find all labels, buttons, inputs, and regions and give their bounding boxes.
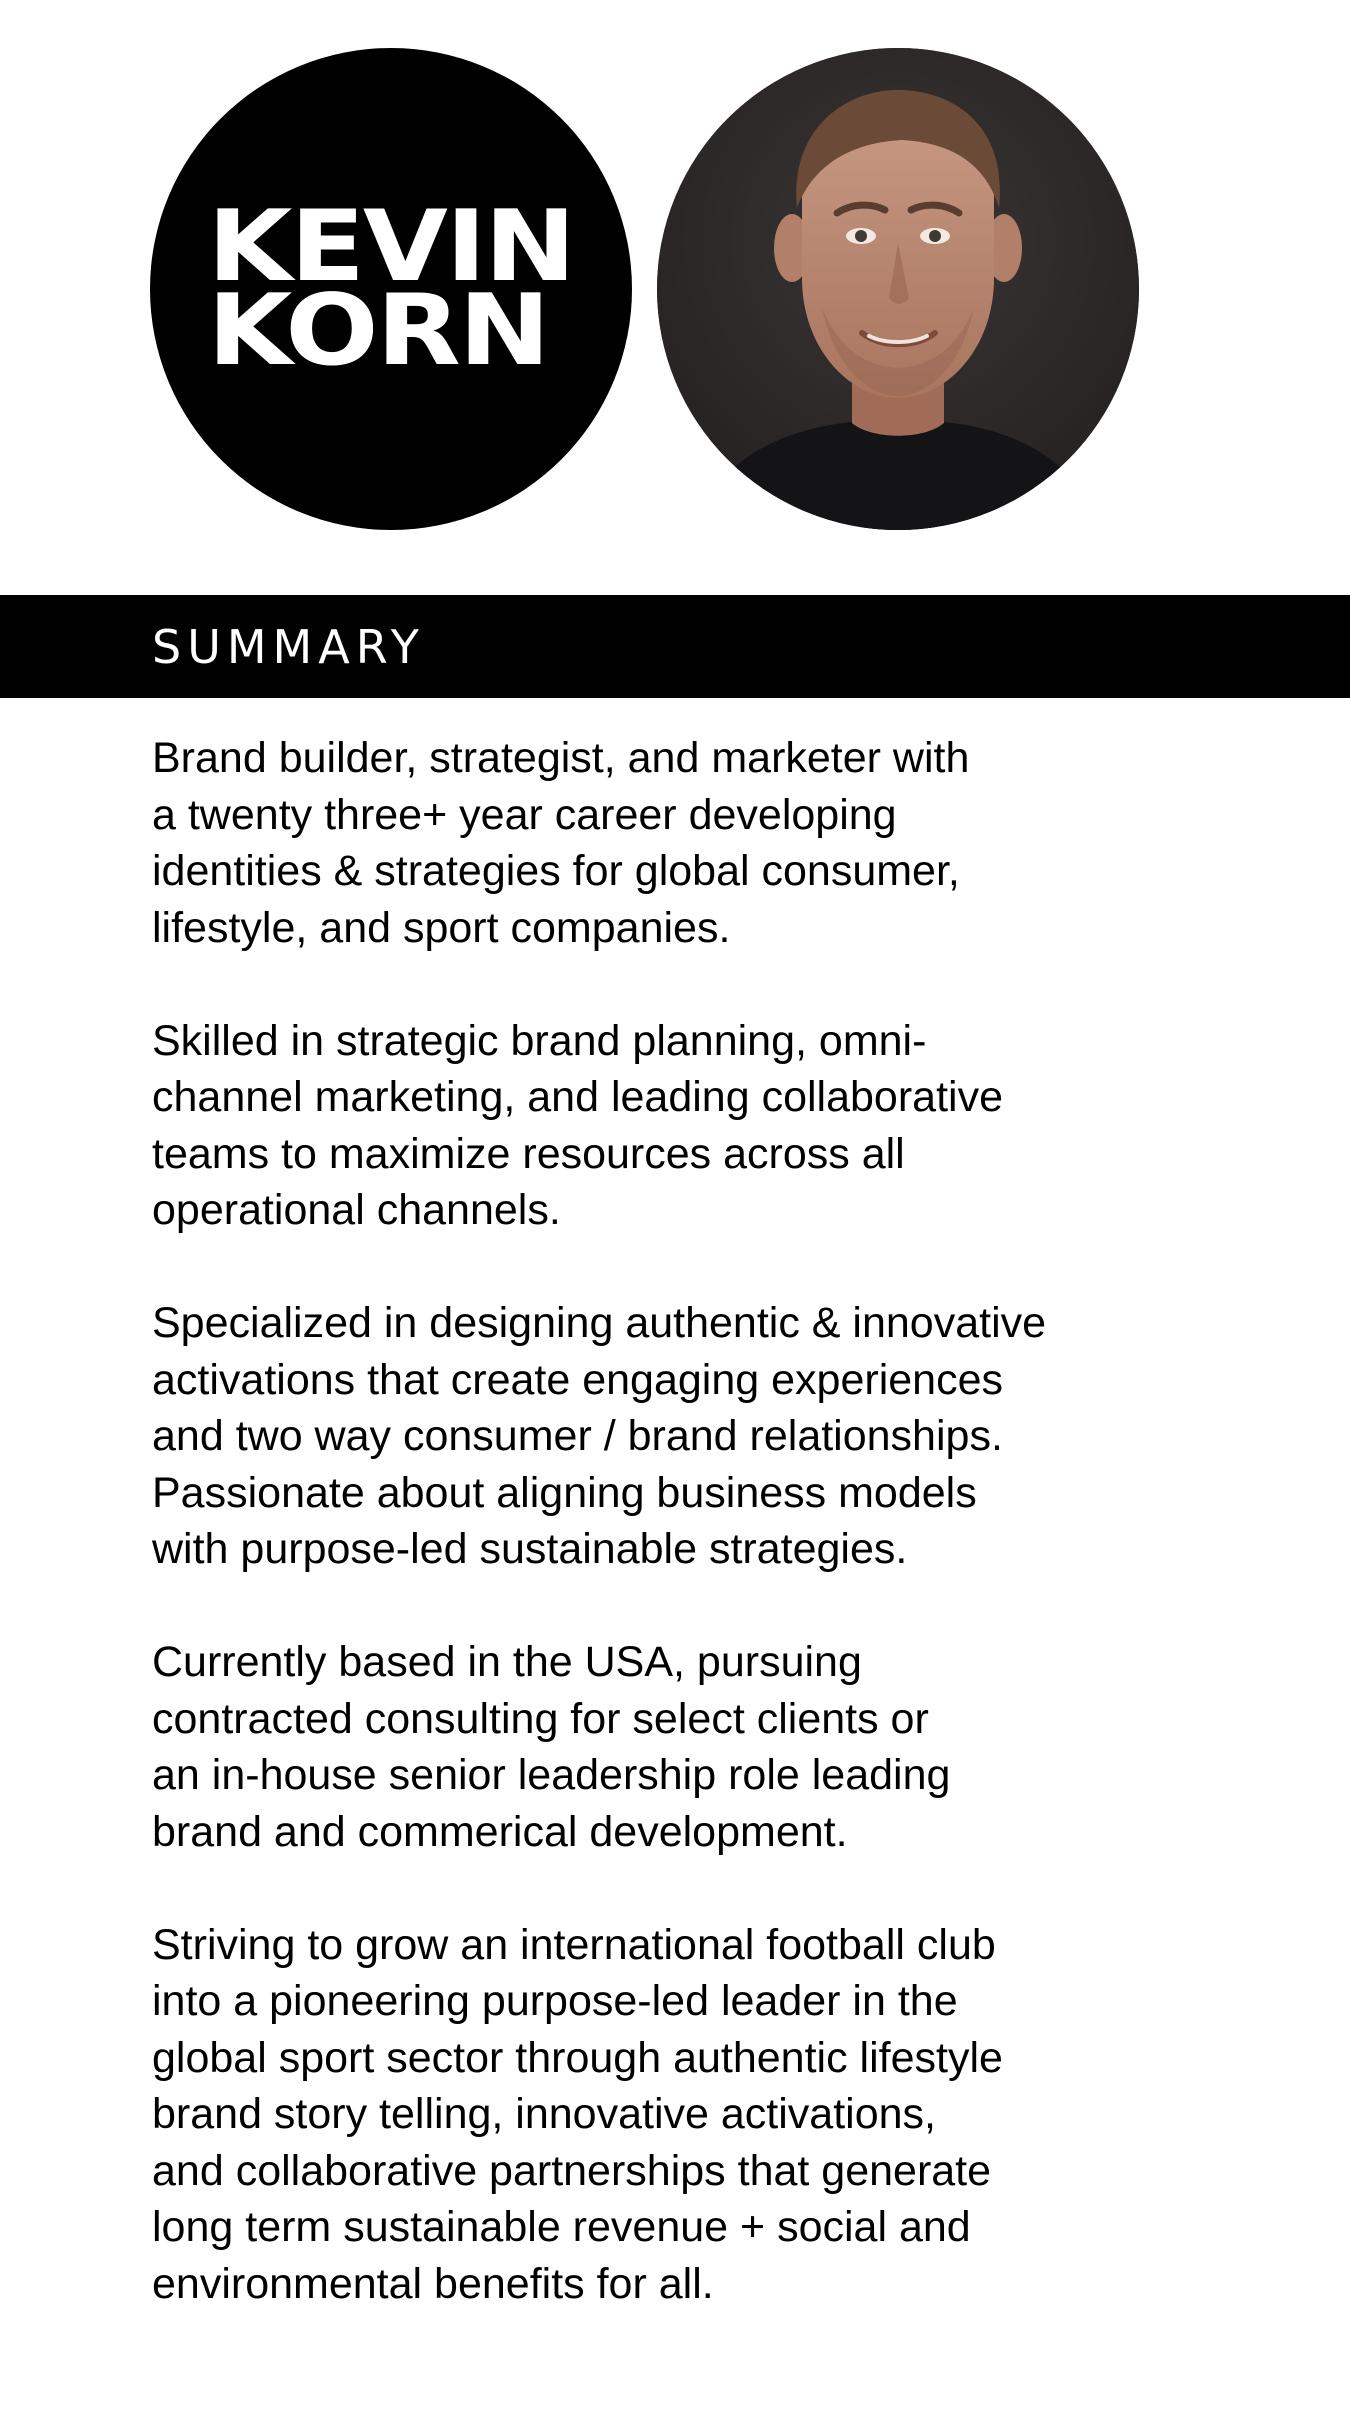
summary-line: operational channels. [152,1186,561,1234]
section-title: SUMMARY [152,619,425,674]
logo-line-last-name: KORN [207,274,549,388]
summary-line: and two way consumer / brand relationships. [152,1412,1003,1460]
profile-photo [657,48,1139,530]
summary-paragraph [152,730,1272,956]
summary-line: Skilled in strategic brand planning, omni- [152,1016,927,1065]
summary-paragraph [152,1295,1272,1578]
summary-paragraph [152,1634,1272,1860]
summary-line: Passionate about aligning business models [152,1468,977,1517]
logo-badge [150,48,632,530]
summary-line: Brand builder, strategist, and marketer with [152,734,970,782]
summary-line: Specialized in designing authentic & innovative [152,1299,1047,1347]
summary-line: Currently based in the USA, pursuing [152,1638,862,1686]
summary-line: lifestyle, and sport companies. [152,903,731,952]
summary-line: brand story telling, innovative activations, [152,2090,936,2138]
summary-line: teams to maximize resources across all [152,1129,905,1178]
summary-paragraph [152,1917,1272,2313]
logo-wordmark [207,189,575,388]
summary-line: Striving to grow an international football club [152,1920,996,1969]
summary-line: into a pioneering purpose-led leader in the [152,1977,958,2025]
summary-line: environmental benefits for all. [152,2259,714,2308]
summary-paragraph [152,1013,1272,1239]
summary-line: brand and commerical development. [152,1807,848,1856]
summary-line: identities & strategies for global consumer, [152,847,960,895]
summary-line: an in-house senior leadership role leading [152,1751,951,1799]
portrait-illustration [657,48,1139,530]
summary-line: global sport sector through authentic lifestyle [152,2033,1003,2082]
summary-line: with purpose-led sustainable strategies. [152,1525,908,1573]
summary-line: channel marketing, and leading collaborative [152,1073,1003,1121]
logo-line-first-name: KEVIN [207,189,575,304]
summary-line: long term sustainable revenue + social and [152,2203,971,2251]
summary-line: and collaborative partnerships that generate [152,2146,992,2195]
summary-header-bar [0,595,1350,698]
summary-body [152,730,1272,2369]
summary-line: a twenty three+ year career developing [152,790,897,839]
summary-line: activations that create engaging experiences [152,1355,1003,1404]
summary-line: contracted consulting for select clients or [152,1694,929,1743]
